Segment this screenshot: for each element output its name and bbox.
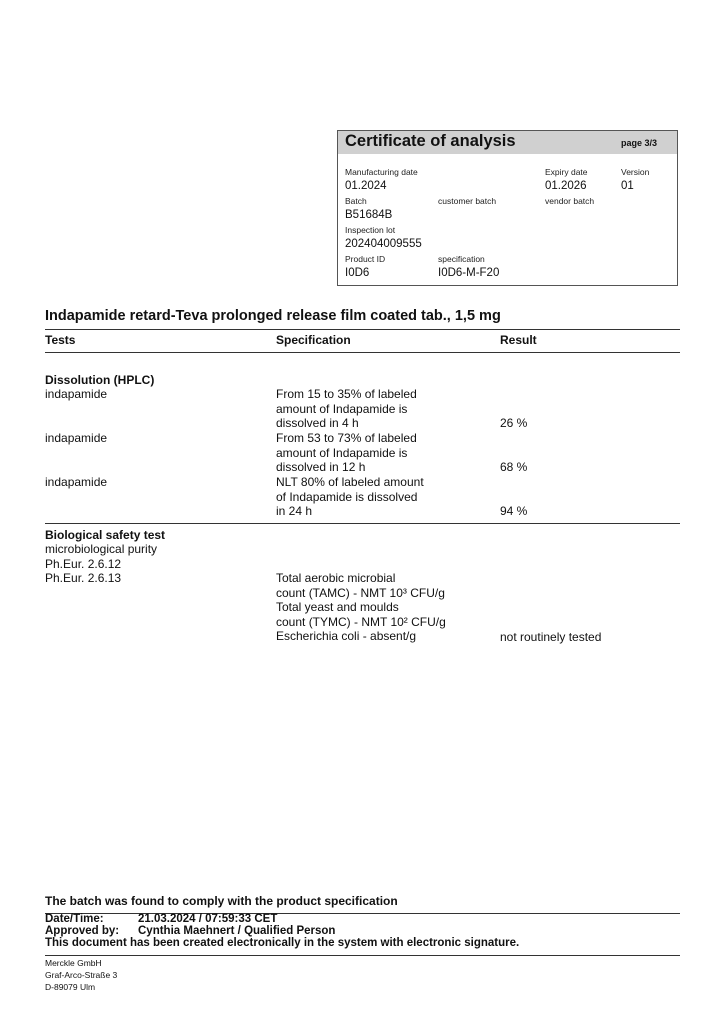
product-id-label: Product ID [345,254,386,264]
biological-sub: Ph.Eur. 2.6.13 [45,571,122,585]
version: 01 [621,180,634,192]
compliance-statement: The batch was found to comply with the product specification [45,894,398,908]
dissolution-heading: Dissolution (HPLC) [45,373,155,387]
spec-line: count (TAMC) - NMT 10³ CFU/g [276,585,445,600]
header-tests: Tests [45,333,76,347]
divider [45,523,680,524]
approved-label: Approved by: [45,925,120,937]
page-number: page 3/3 [621,138,658,148]
result-value: not routinely tested [500,630,602,644]
test-name: indapamide [45,475,108,489]
certificate-box [337,130,678,286]
spec-text [276,475,424,519]
footer-street: Graf-Arco-Straße 3 [45,970,118,980]
divider [45,955,680,956]
spec-line: From 53 to 73% of labeled [276,431,417,445]
spec-line: amount of Indapamide is [276,445,408,460]
spec-line: Escherichia coli - absent/g [276,629,417,644]
result-value: 68 % [500,460,528,474]
specification: I0D6-M-F20 [438,267,500,279]
batch: B51684B [345,209,393,221]
spec-line: NLT 80% of labeled amount [276,475,424,489]
inspection-lot: 202404009555 [345,238,422,250]
spec-line: Total yeast and moulds [276,600,399,615]
version-label: Version [621,167,650,177]
spec-line: count (TYMC) - NMT 10² CFU/g [276,614,446,629]
inspection-lot-label: Inspection lot [345,225,396,235]
product-id: I0D6 [345,267,370,279]
customer-batch-label: customer batch [438,196,497,206]
product-title: Indapamide retard-Teva prolonged release film coated tab., 1,5 mg [45,308,501,324]
signature-note: This document has been created electronically in the system with electronic signature. [45,937,520,949]
divider [45,352,680,353]
test-name: indapamide [45,431,108,445]
certificate-title: Certificate of analysis [345,132,516,150]
header-result: Result [500,333,537,347]
header-specification: Specification [276,333,351,347]
test-name: indapamide [45,387,108,401]
biological-heading: Biological safety test [45,528,166,542]
spec-text [276,571,446,644]
vendor-batch-label: vendor batch [545,196,595,206]
biological-sub: microbiological purity [45,542,158,556]
spec-line: From 15 to 35% of labeled [276,387,417,401]
result-value: 94 % [500,504,528,518]
spec-line: amount of Indapamide is [276,401,408,416]
spec-line: Total aerobic microbial [276,571,396,585]
footer-city: D-89079 Ulm [45,982,96,992]
spec-line: of Indapamide is dissolved [276,489,418,504]
datetime: 21.03.2024 / 07:59:33 CET [138,913,278,925]
expiry-date: 01.2026 [545,180,587,192]
result-value: 26 % [500,416,528,430]
divider [45,329,680,330]
spec-text [276,387,417,431]
manufacturing-date: 01.2024 [345,180,387,192]
specification-label: specification [438,254,485,264]
spec-line: in 24 h [276,504,313,519]
datetime-label: Date/Time: [45,913,104,925]
footer-company: Merckle GmbH [45,958,102,968]
spec-text [276,431,417,475]
manufacturing-date-label: Manufacturing date [345,167,418,177]
biological-sub: Ph.Eur. 2.6.12 [45,557,122,571]
approved-by: Cynthia Maehnert / Qualified Person [138,925,336,937]
spec-line: dissolved in 12 h [276,460,366,475]
expiry-date-label: Expiry date [545,167,588,177]
spec-line: dissolved in 4 h [276,416,359,431]
batch-label: Batch [345,196,367,206]
